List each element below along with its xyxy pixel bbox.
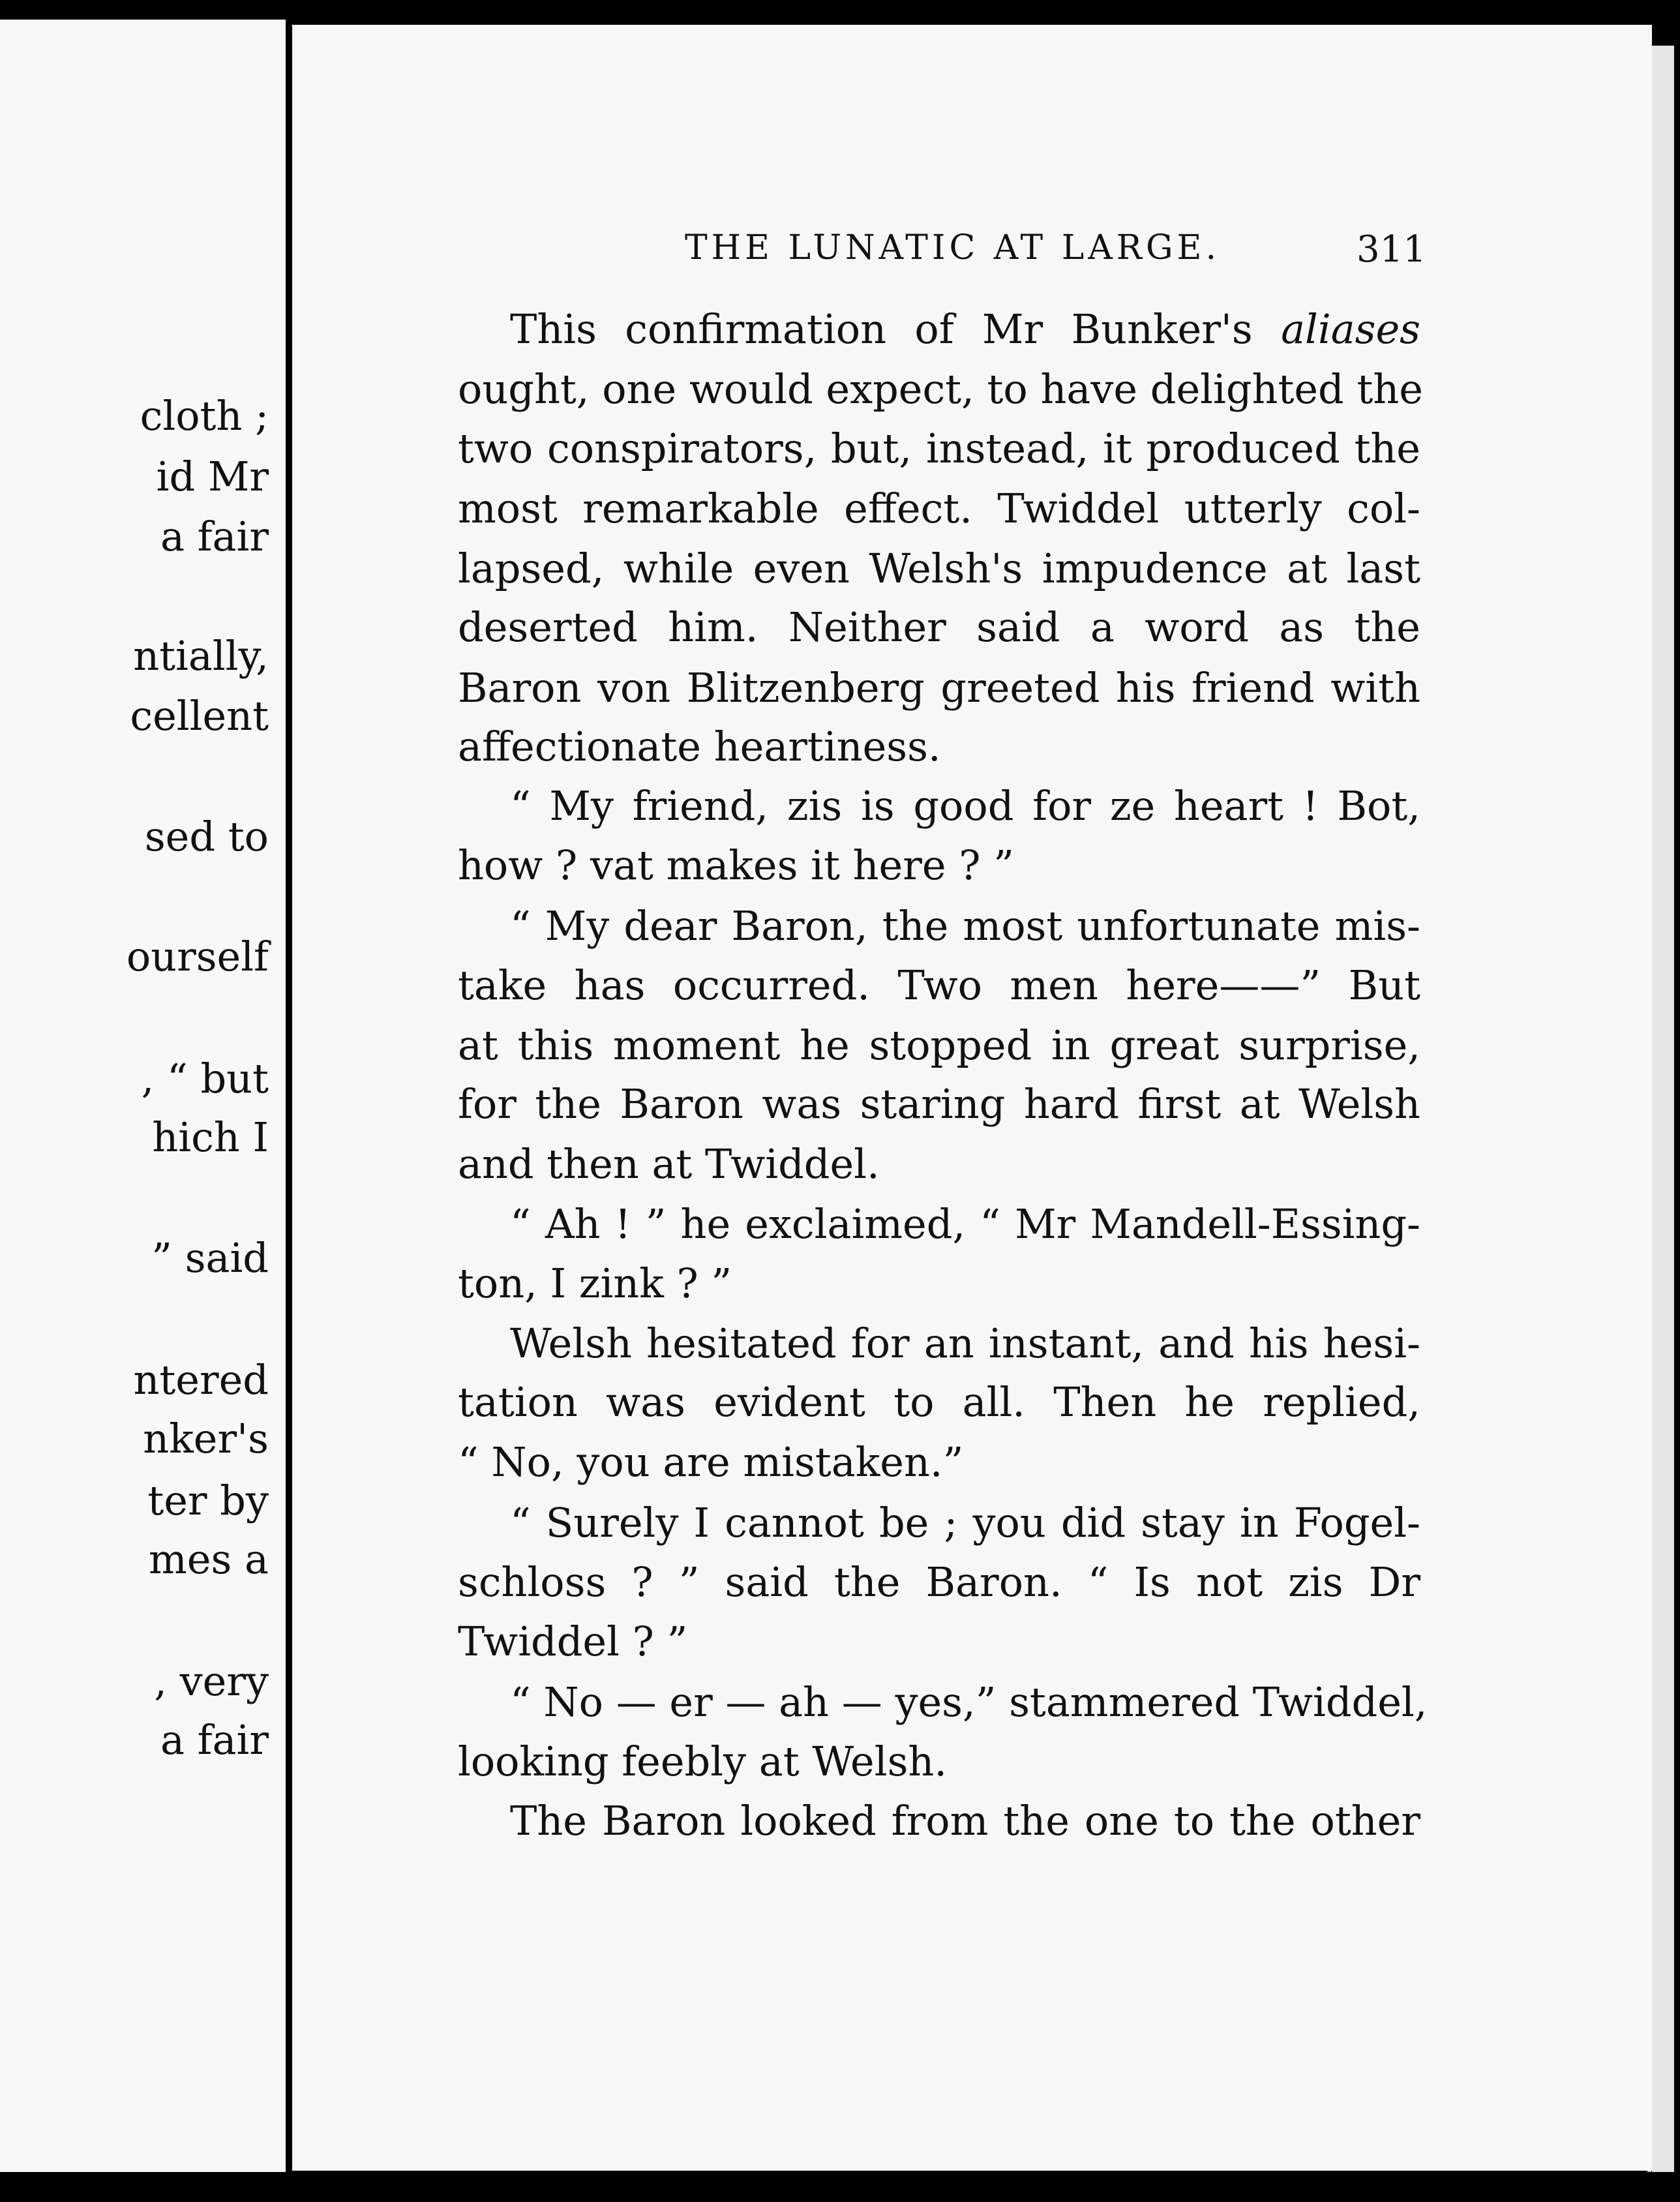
- left-line-fragment: cellent: [130, 692, 269, 740]
- left-line-fragment: ter by: [147, 1477, 269, 1524]
- text-line: lapsed, while even Welsh's impudence at last: [458, 545, 1420, 592]
- page-edge: [1652, 46, 1674, 2172]
- text-line: ought, one would expect, to have delighted the: [458, 365, 1423, 413]
- left-line-fragment: a fair: [160, 513, 269, 560]
- text-line: This confirmation of Mr Bunker's aliases: [510, 305, 1420, 353]
- text-line: “ Surely I cannot be ; you did stay in Fogel-: [510, 1499, 1420, 1546]
- text-line: two conspirators, but, instead, it produced the: [458, 425, 1420, 472]
- text-line: “ No — er — ah — yes,” stammered Twiddel,: [510, 1678, 1428, 1726]
- text-line: most remarkable effect. Twiddel utterly col-: [458, 485, 1420, 532]
- left-line-fragment: ntered: [133, 1356, 269, 1404]
- left-page-text: [0, 20, 269, 2172]
- text-line: “ No, you are mistaken.”: [458, 1438, 964, 1486]
- text-line: and then at Twiddel.: [458, 1140, 880, 1188]
- text-line: “ My friend, zis is good for ze heart ! Bot,: [510, 782, 1420, 830]
- text-line: Baron von Blitzenberg greeted his friend with: [458, 664, 1420, 712]
- left-line-fragment: mes a: [149, 1535, 269, 1583]
- text-line: tation was evident to all. Then he replied,: [458, 1378, 1420, 1426]
- left-line-fragment: ourself: [126, 933, 269, 980]
- text-line: “ My dear Baron, the most unfortunate mis-: [510, 902, 1420, 950]
- text-line: The Baron looked from the one to the other: [510, 1797, 1420, 1845]
- left-line-fragment: , very: [154, 1657, 269, 1705]
- left-line-fragment: sed to: [144, 813, 269, 860]
- left-line-fragment: , “ but: [141, 1055, 269, 1102]
- left-line-fragment: cloth ;: [140, 392, 269, 440]
- left-line-fragment: hich I: [152, 1113, 269, 1161]
- left-line-fragment: ntially,: [133, 632, 269, 680]
- text-line: Twiddel ? ”: [458, 1618, 688, 1665]
- text-line: looking feebly at Welsh.: [458, 1738, 948, 1785]
- text-line: affectionate heartiness.: [458, 723, 941, 770]
- left-page: [0, 20, 286, 2172]
- text-line: how ? vat makes it here ? ”: [458, 841, 1014, 889]
- text-line: deserted him. Neither said a word as the: [458, 603, 1420, 651]
- page-number: 311: [1357, 228, 1426, 271]
- left-line-fragment: ” said: [151, 1234, 269, 1282]
- text-line: “ Ah ! ” he exclaimed, “ Mr Mandell-Essing-: [510, 1200, 1420, 1248]
- text-line: ton, I zink ? ”: [458, 1259, 732, 1307]
- running-head: THE LUNATIC AT LARGE.: [685, 228, 1220, 267]
- left-line-fragment: a fair: [160, 1716, 269, 1764]
- text-line: Welsh hesitated for an instant, and his hesi-: [510, 1320, 1420, 1367]
- text-line: take has occurred. Two men here——” But: [458, 961, 1420, 1009]
- text-line: at this moment he stopped in great surprise,: [458, 1021, 1420, 1069]
- left-line-fragment: nker's: [143, 1415, 269, 1462]
- left-line-fragment: id Mr: [156, 453, 269, 500]
- text-line: for the Baron was staring hard first at Welsh: [458, 1080, 1420, 1128]
- text-line: schloss ? ” said the Baron. “ Is not zis Dr: [458, 1558, 1420, 1606]
